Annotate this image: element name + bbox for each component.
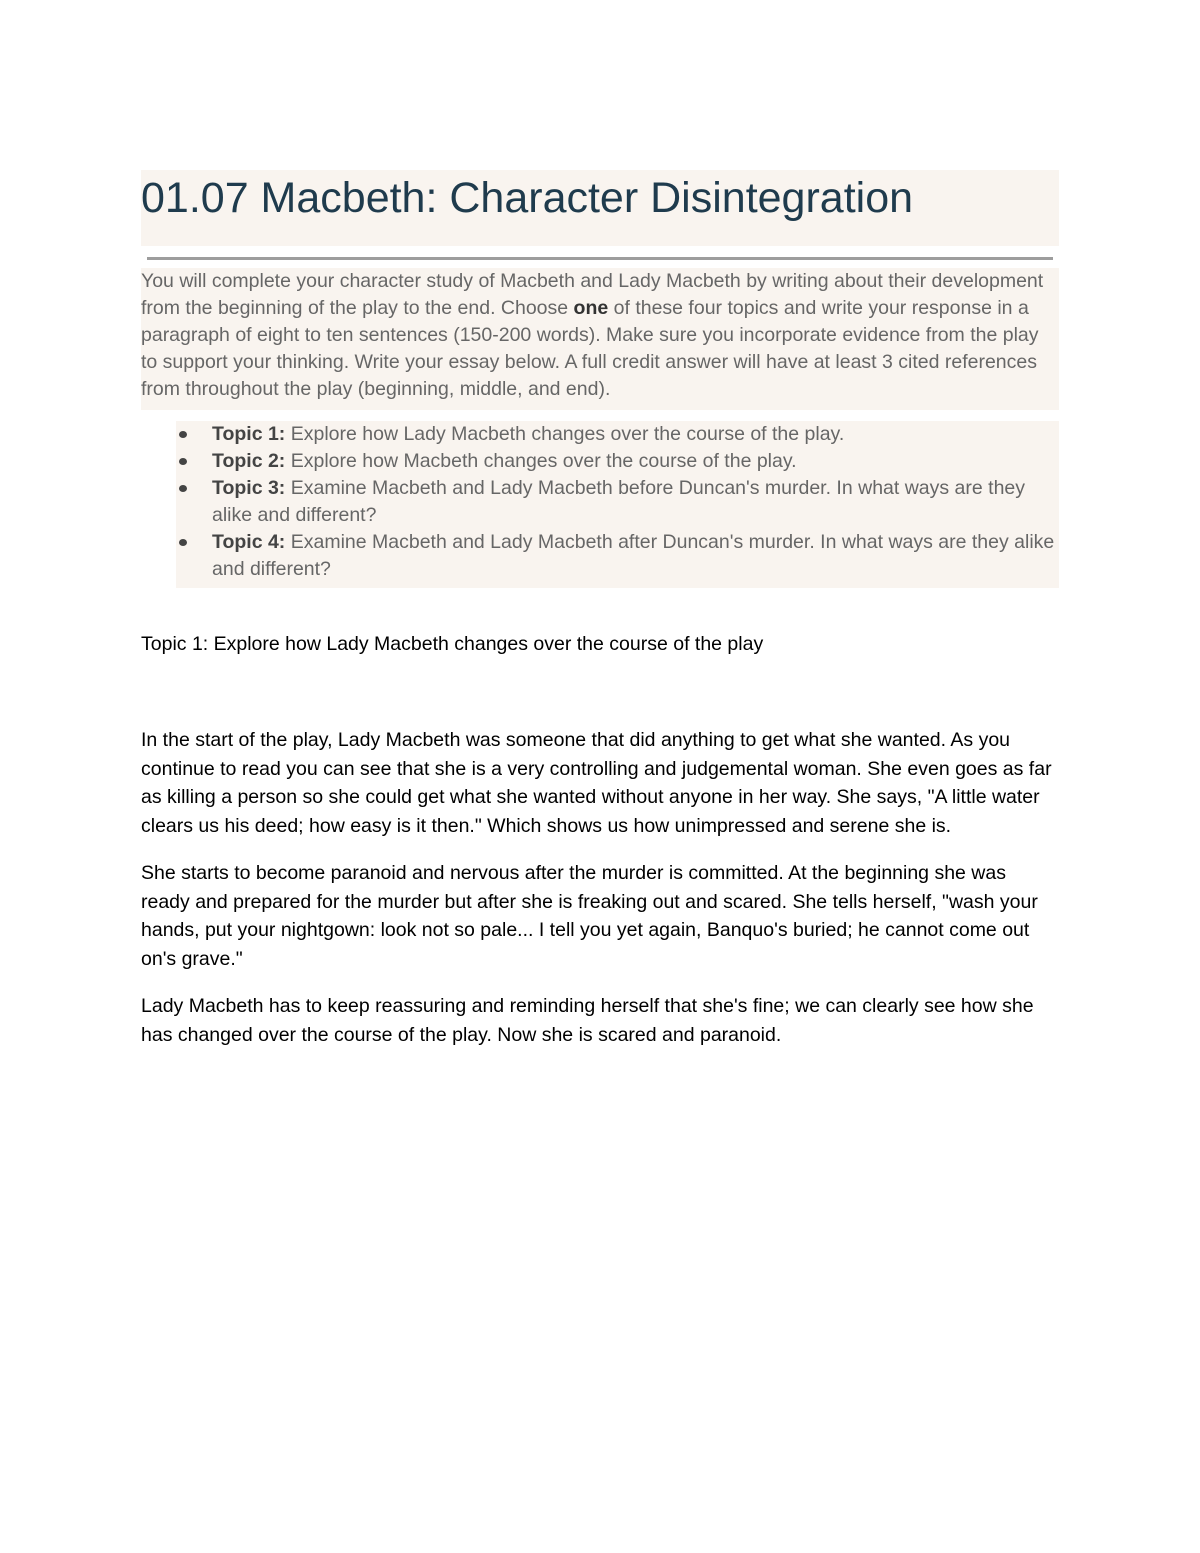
topic-text: Explore how Macbeth changes over the course of the play. [285,450,797,472]
essay-paragraph-3: Lady Macbeth has to keep reassuring and reminding herself that she's fine; we can clearly see how she has changed over the course of the play. Now she is scared and paranoid. [141,995,1034,1046]
topic-list [176,421,1059,583]
assignment-title: 01.07 Macbeth: Character Disintegration [141,174,914,222]
chosen-topic-heading: Topic 1: Explore how Lady Macbeth changes over the course of the play [141,633,764,655]
essay-response [141,726,1059,1068]
bullet-icon [179,431,187,438]
topic-label: Topic 4: [212,531,286,553]
topic-text: Examine Macbeth and Lady Macbeth after Duncan's murder. In what ways are they alike and different? [212,531,1055,580]
topic-item-2 [176,448,1059,475]
topic-item-4 [176,529,1059,583]
assignment-instructions [141,268,1059,403]
instructions-emphasis: one [573,297,609,319]
topic-item-1 [176,421,1059,448]
topic-label: Topic 2: [212,450,286,472]
topic-label: Topic 3: [212,477,286,499]
instructions-text-before: You will complete your character study of Macbeth and Lady Macbeth by writing about their development from the beginning of the play to the end. Choose [141,270,1044,319]
topic-label: Topic 1: [212,423,286,445]
title-divider [147,257,1053,260]
topic-text: Explore how Lady Macbeth changes over the course of the play. [285,423,845,445]
bullet-icon [179,458,187,465]
topic-item-3 [176,475,1059,529]
instructions-text-after: of these four topics and write your response in a paragraph of eight to ten sentences (150-200 words). Make sure you incorporate evidence from the play to support your thinking. Write your essay below. A full credit answer will have at least 3 cited references from throughout the play (beginning, middle, and end). [141,297,1039,400]
essay-paragraph-2: She starts to become paranoid and nervous after the murder is committed. At the beginning she was ready and prepared for the murder but after she is freaking out and scared. She tells herself, "wash your hands, put your nightgown: look not so pale... I tell you yet again, Banquo's buried; he cannot come out on's grave." [141,862,1038,970]
topic-text: Examine Macbeth and Lady Macbeth before Duncan's murder. In what ways are they alike and different? [212,477,1026,526]
bullet-icon [179,539,187,546]
essay-paragraph-1: In the start of the play, Lady Macbeth was someone that did anything to get what she wanted. As you continue to read you can see that she is a very controlling and judgemental woman. She even goes as far as killing a person so she could get what she wanted without anyone in her way. She says, "A little water clears us his deed; how easy is it then." Which shows us how unimpressed and serene she is. [141,729,1052,837]
bullet-icon [179,485,187,492]
